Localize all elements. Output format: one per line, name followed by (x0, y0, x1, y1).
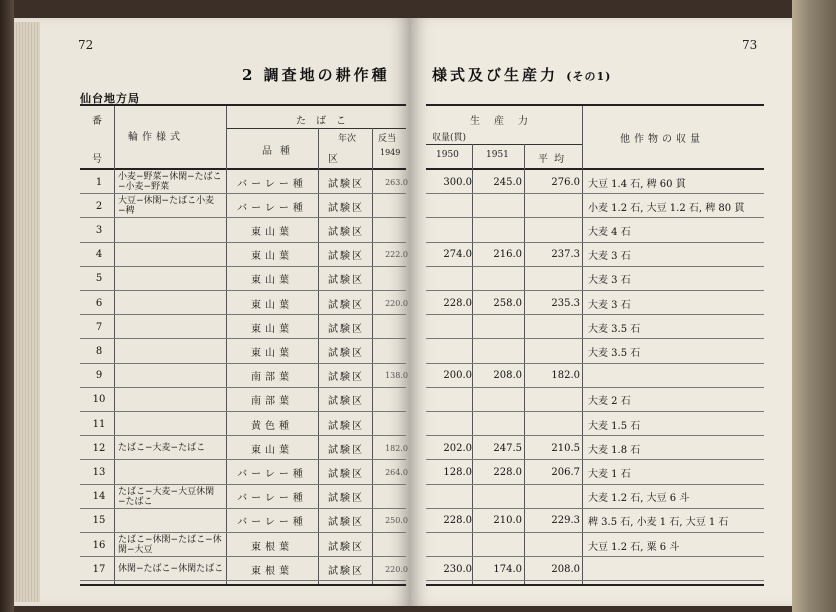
other-crops-cell: 大麦 4 石 (588, 226, 631, 238)
yield-1949-cell: 220.0 (385, 298, 408, 308)
row-number: 14 (92, 491, 106, 503)
table-row (0, 364, 836, 388)
average-cell (526, 218, 580, 242)
rotation-cell (118, 339, 226, 363)
plot-cell: 試験区 (328, 372, 364, 384)
table-row (0, 533, 836, 557)
average-cell (526, 267, 580, 291)
plot-cell: 試験区 (328, 178, 364, 190)
yield-1950-cell (428, 194, 472, 218)
row-number: 15 (92, 515, 106, 527)
average-cell (526, 315, 580, 339)
yield-1951-cell (474, 339, 522, 363)
yield-1951-cell: 245.0 (493, 176, 522, 188)
rotation-cell (118, 315, 226, 339)
yield-1950-cell (428, 388, 472, 412)
variety-cell: 東根葉 (251, 541, 293, 553)
rotation-cell: たばこ−休閑−たばこ−休閑−大豆 (118, 535, 222, 555)
yield-1951-cell: 228.0 (493, 466, 522, 478)
average-cell (526, 388, 580, 412)
rotation-cell: たばこ−大麦−たばこ (118, 443, 206, 454)
rotation-cell (118, 412, 226, 436)
other-crops-cell: 大麦 1.8 石 (588, 444, 641, 456)
plot-cell: 試験区 (328, 323, 364, 335)
variety-cell: 黄色種 (251, 420, 293, 432)
title-right (432, 64, 611, 85)
yield-1951-cell (474, 388, 522, 412)
other-crops-cell: 小麦 1.2 石, 大豆 1.2 石, 稗 80 貫 (588, 202, 745, 214)
rotation-cell (118, 388, 226, 412)
yield-1949-cell: 264.0 (385, 467, 408, 477)
average-cell: 235.3 (551, 297, 580, 309)
variety-cell: 東根葉 (251, 565, 293, 577)
other-crops-cell: 大麦 2 石 (588, 396, 631, 408)
average-cell: 206.7 (551, 466, 580, 478)
header-1950: 1950 (436, 150, 459, 160)
header-mid-rule-left (226, 128, 406, 129)
rotation-cell: 大豆−休閑−たばこ小麦−稗 (118, 196, 215, 217)
row-number: 2 (95, 200, 103, 212)
yield-1949-cell (374, 533, 408, 557)
yield-1949-cell (374, 218, 408, 242)
yield-1951-cell: 210.0 (493, 515, 522, 527)
header-yield: 収量(貫) (432, 133, 467, 143)
yield-1950-cell (428, 315, 472, 339)
yield-1951-cell (474, 315, 522, 339)
variety-cell: バーレー種 (237, 468, 307, 480)
yield-1950-cell: 274.0 (443, 249, 472, 261)
row-number: 6 (95, 297, 103, 309)
other-crops-cell: 大麦 1 石 (588, 468, 631, 480)
yield-1950-cell (428, 267, 472, 291)
title-right-text: 様式及び生産力 (432, 66, 559, 84)
variety-cell: 東山葉 (251, 347, 293, 359)
rotation-cell (118, 218, 226, 242)
rotation-cell (118, 509, 226, 533)
table-bottom-rule-right (426, 584, 764, 586)
average-cell (526, 194, 580, 218)
row-number: 11 (92, 418, 106, 430)
variety-cell: バーレー種 (237, 493, 307, 505)
other-crops-cell: 大麦 3 石 (588, 251, 631, 263)
header-tanbetsu: 反当 (378, 134, 397, 144)
region-label: 仙台地方局 (80, 92, 140, 105)
table-row (0, 485, 836, 509)
plot-cell: 試験区 (328, 202, 364, 214)
other-crops-cell: 大麦 1.2 石, 大豆 6 斗 (588, 493, 690, 505)
rotation-cell (118, 364, 226, 388)
row-divider (80, 580, 406, 581)
variety-cell: 南部葉 (251, 396, 293, 408)
row-number: 9 (95, 370, 103, 382)
other-crops-cell: 大麦 3 石 (588, 299, 631, 311)
other-crops-cell: 大麦 3.5 石 (588, 323, 641, 335)
rotation-cell (118, 243, 226, 267)
variety-cell: 東山葉 (251, 323, 293, 335)
header-other-crops: 他作物の収量 (620, 134, 704, 145)
header-tobacco: たばこ (296, 116, 356, 127)
yield-1949-cell: 263.0 (385, 177, 408, 187)
average-cell: 237.3 (551, 249, 580, 261)
row-number: 10 (92, 394, 106, 406)
average-cell (526, 533, 580, 557)
yield-1950-cell: 228.0 (443, 297, 472, 309)
table-row (0, 291, 836, 315)
yield-1950-cell: 128.0 (443, 466, 472, 478)
yield-1949-cell: 182.0 (385, 443, 408, 453)
variety-cell: 東山葉 (251, 444, 293, 456)
page-number-right: 73 (742, 38, 758, 52)
yield-1950-cell (428, 218, 472, 242)
yield-1949-cell: 220.0 (385, 564, 408, 574)
table-row (0, 339, 836, 363)
average-cell: 276.0 (551, 176, 580, 188)
header-top-rule-right (426, 104, 764, 106)
plot-cell: 試験区 (328, 420, 364, 432)
table-row (0, 218, 836, 242)
header-average: 平均 (538, 154, 570, 165)
other-crops-cell: 大麦 1.5 石 (588, 420, 641, 432)
yield-1950-cell: 200.0 (443, 370, 472, 382)
yield-1951-cell: 216.0 (493, 249, 522, 261)
header-gou: 号 (92, 154, 102, 165)
table-row (0, 170, 836, 194)
rotation-cell (118, 291, 226, 315)
table-row (0, 267, 836, 291)
average-cell (526, 412, 580, 436)
header-top-rule-left (80, 104, 406, 106)
yield-1950-cell (428, 412, 472, 436)
table-row (0, 436, 836, 460)
header-ban: 番 (92, 116, 102, 127)
yield-1951-cell: 258.0 (493, 297, 522, 309)
average-cell (526, 339, 580, 363)
yield-1950-cell: 202.0 (443, 442, 472, 454)
row-number: 5 (95, 273, 103, 285)
other-crops-cell: 稗 3.5 石, 小麦 1 石, 大豆 1 石 (588, 517, 729, 529)
plot-cell: 試験区 (328, 517, 364, 529)
header-1949: 1949 (380, 148, 401, 157)
yield-1951-cell (474, 267, 522, 291)
table-row (0, 557, 836, 581)
yield-1949-cell: 250.0 (385, 516, 408, 526)
yield-1950-cell: 230.0 (443, 563, 472, 575)
plot-cell: 試験区 (328, 444, 364, 456)
other-crops-cell: 大豆 1.2 石, 粟 6 斗 (588, 541, 680, 553)
row-number: 7 (95, 321, 103, 333)
rotation-cell (118, 267, 226, 291)
header-mid-rule-right (426, 144, 582, 145)
variety-cell: 東山葉 (251, 226, 293, 238)
variety-cell: 南部葉 (251, 372, 293, 384)
yield-1950-cell: 228.0 (443, 515, 472, 527)
yield-1951-cell (474, 194, 522, 218)
average-cell: 182.0 (551, 370, 580, 382)
yield-1950-cell (428, 485, 472, 509)
header-variety: 品種 (262, 146, 298, 157)
average-cell: 208.0 (551, 563, 580, 575)
row-number: 13 (92, 466, 106, 478)
table-row (0, 315, 836, 339)
rotation-cell: 休閑−たばこ−休閑たばこ (118, 564, 224, 575)
rotation-cell (118, 460, 226, 484)
yield-1949-cell (374, 267, 408, 291)
table-row (0, 460, 836, 484)
plot-cell: 試験区 (328, 541, 364, 553)
yield-1951-cell (474, 485, 522, 509)
variety-cell: バーレー種 (237, 517, 307, 529)
variety-cell: 東山葉 (251, 299, 293, 311)
row-number: 17 (92, 563, 106, 575)
row-divider (426, 580, 764, 581)
average-cell (526, 485, 580, 509)
other-crops-cell: 大麦 3 石 (588, 275, 631, 287)
yield-1949-cell (374, 485, 408, 509)
yield-1949-cell: 138.0 (385, 371, 408, 381)
variety-cell: 東山葉 (251, 251, 293, 263)
yield-1951-cell: 247.5 (493, 442, 522, 454)
other-crops-cell: 大麦 3.5 石 (588, 347, 641, 359)
yield-1951-cell (474, 533, 522, 557)
plot-cell: 試験区 (328, 565, 364, 577)
plot-cell: 試験区 (328, 251, 364, 263)
row-number: 4 (95, 249, 103, 261)
header-nenji: 年次 (338, 134, 357, 144)
yield-1949-cell (374, 194, 408, 218)
plot-cell: 試験区 (328, 396, 364, 408)
yield-1949-cell (374, 315, 408, 339)
header-rotation: 輪作様式 (128, 132, 184, 143)
rotation-cell: 小麦−野菜−休閑−たばこ−小麦−野菜 (118, 172, 222, 192)
yield-1949-cell (374, 412, 408, 436)
row-number: 16 (92, 539, 106, 551)
table-row (0, 243, 836, 267)
table-row (0, 509, 836, 533)
table-row (0, 412, 836, 436)
variety-cell: バーレー種 (237, 178, 307, 190)
yield-1951-cell: 208.0 (493, 370, 522, 382)
yield-1949-cell (374, 339, 408, 363)
page-number-left: 72 (78, 38, 94, 52)
other-crops-cell (588, 364, 788, 388)
yield-1949-cell (374, 388, 408, 412)
table-row (0, 388, 836, 412)
row-number: 12 (92, 442, 106, 454)
title-suffix: (その1) (566, 70, 612, 83)
plot-cell: 試験区 (328, 275, 364, 287)
yield-1950-cell (428, 339, 472, 363)
header-production: 生産力 (470, 116, 542, 127)
plot-cell: 試験区 (328, 468, 364, 480)
average-cell: 229.3 (551, 515, 580, 527)
table-row (0, 194, 836, 218)
other-crops-cell: 大豆 1.4 石, 稗 60 貫 (588, 178, 686, 190)
rotation-cell: たばこ−大麦−大豆休閑−たばこ (118, 486, 215, 507)
plot-cell: 試験区 (328, 226, 364, 238)
yield-1951-cell (474, 218, 522, 242)
variety-cell: バーレー種 (237, 202, 307, 214)
table-bottom-rule-left (80, 584, 406, 586)
variety-cell: 東山葉 (251, 275, 293, 287)
plot-cell: 試験区 (328, 299, 364, 311)
yield-1950-cell (428, 533, 472, 557)
row-number: 8 (95, 345, 103, 357)
title-left: 2 調査地の耕作種 (242, 66, 390, 84)
row-number: 3 (95, 224, 103, 236)
yield-1951-cell (474, 412, 522, 436)
row-number: 1 (95, 176, 103, 188)
yield-1949-cell: 222.0 (385, 250, 408, 260)
average-cell: 210.5 (551, 442, 580, 454)
yield-1951-cell: 174.0 (493, 563, 522, 575)
yield-1950-cell: 300.0 (443, 176, 472, 188)
header-ku: 区 (328, 154, 338, 165)
plot-cell: 試験区 (328, 493, 364, 505)
other-crops-cell (588, 557, 788, 581)
plot-cell: 試験区 (328, 347, 364, 359)
header-1951: 1951 (486, 150, 509, 160)
